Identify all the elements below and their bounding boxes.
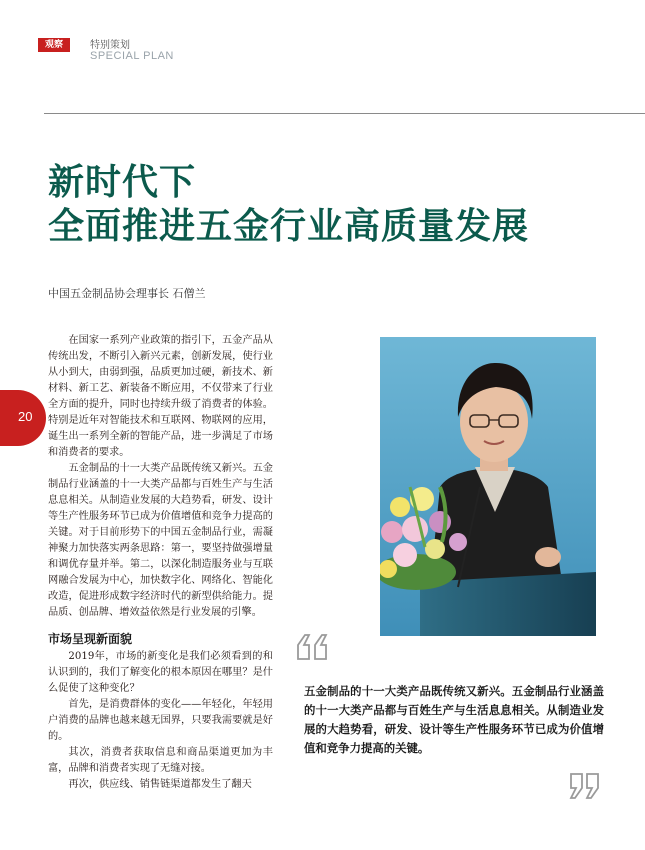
author-byline: 中国五金制品协会理事长 石僧兰	[48, 287, 206, 300]
body-paragraph: 在国家一系列产业政策的指引下，五金产品从传统出发，不断引入新兴元素，创新发展，使行业从小到大，由弱到强，品质更加过硬，新技术、新材料、新工艺、新装备不断应用，不仅带来了行业全方面的提升，同时也持续升级了消费者的体验。特别是近年对智能技术和互联网、物联网的应用，诞生出一系列全新的智能产品，进一步满足了市场和消费者的要求。	[48, 335, 273, 458]
section-heading: 市场呈现新面貌	[48, 632, 133, 646]
article-body	[48, 333, 273, 793]
close-quote-icon	[567, 772, 601, 804]
section-name-cn: 特别策划	[90, 40, 130, 51]
section-name-en: SPECIAL PLAN	[90, 50, 174, 62]
page-number: 20	[18, 409, 33, 424]
column-tag: 观察	[38, 38, 70, 52]
article-title	[48, 160, 529, 248]
open-quote-icon	[296, 633, 330, 665]
speaker-photo	[380, 337, 596, 636]
header-divider	[44, 113, 645, 114]
body-paragraph: 其次，消费者获取信息和商品渠道更加为丰富，品牌和消费者实现了无缝对接。	[48, 747, 273, 774]
body-paragraph: 再次，供应线、销售链渠道都发生了翻天	[68, 779, 252, 790]
body-paragraph: 五金制品的十一大类产品既传统又新兴。五金制品行业涵盖的十一大类产品都与百姓生产与生活息息相关。从制造业发展的大趋势看，研发、设计等生产性服务环节已成为价值增值和竞争力提高的关键。对于目前形势下的中国五金制品行业，需凝神聚力加快落实两条思路：第一，要坚持做强增量和调优存量并举。第二，以深化制造服务业与互联网融合发展为中心，加快数字化、网络化、智能化改造，促进形成数字经济时代的新型供给能力。提品质、创品牌、增效益依然是行业发展的引擎。	[48, 463, 273, 618]
body-paragraph: 首先，是消费群体的变化——年轻化，年轻用户消费的品牌也越来越无国界，只要我需要就是好的。	[48, 699, 273, 742]
title-line-2: 全面推进五金行业高质量发展	[48, 205, 530, 247]
pull-quote: 五金制品的十一大类产品既传统又新兴。五金制品行业涵盖的十一大类产品都与百姓生产与生活息息相关。从制造业发展的大趋势看，研发、设计等生产性服务环节已成为价值增值和竞争力提高的关键。	[304, 684, 604, 755]
body-paragraph: 2019年，市场的新变化是我们必须看到的和认识到的，我们了解变化的根本原因在哪里？是什么促使了这种变化？	[48, 651, 273, 694]
title-line-1: 新时代下	[48, 161, 197, 203]
